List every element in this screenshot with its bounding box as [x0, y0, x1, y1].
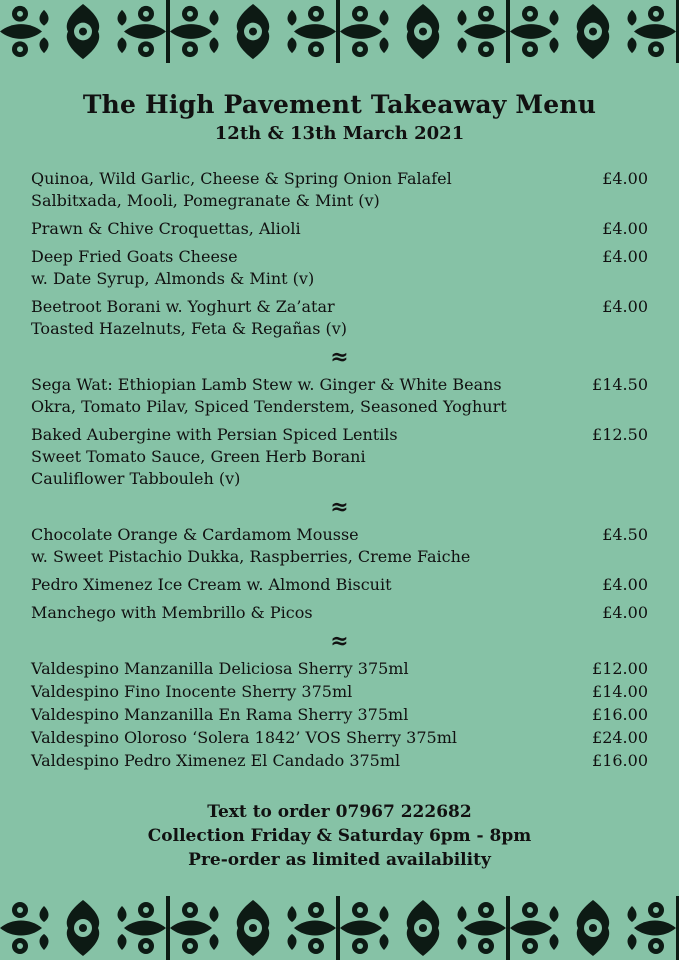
item-line: w. Sweet Pistachio Dukka, Raspberries, Creme Faiche — [31, 547, 471, 566]
menu-item — [31, 574, 648, 596]
tile-pattern — [510, 0, 676, 63]
collection-times: Collection Friday & Saturday 6pm - 8pm — [147, 826, 532, 846]
item-description — [31, 602, 313, 624]
tile-pattern — [340, 0, 506, 63]
menu-item — [31, 602, 648, 624]
menu-body — [31, 168, 648, 773]
item-line: Valdespino Manzanilla En Rama Sherry 375ml — [31, 705, 409, 724]
section-separator: ≈ — [330, 494, 349, 520]
top-pattern-border — [0, 0, 679, 63]
menu-item — [31, 246, 648, 290]
item-description — [31, 424, 398, 490]
order-phone: Text to order 07967 222682 — [207, 802, 472, 822]
item-price: £4.00 — [602, 575, 648, 594]
section-separator: ≈ — [330, 628, 349, 654]
item-line: Sega Wat: Ethiopian Lamb Stew w. Ginger & White Beans — [31, 375, 502, 394]
starters-section — [31, 168, 648, 340]
tile-pattern — [340, 896, 506, 960]
tile-pattern — [170, 0, 336, 63]
item-price: £4.50 — [602, 525, 648, 544]
item-line: Prawn & Chive Croquettas, Alioli — [31, 219, 301, 238]
item-price: £4.00 — [602, 219, 648, 238]
section-separator: ≈ — [330, 344, 349, 370]
item-line: Sweet Tomato Sauce, Green Herb Borani — [31, 447, 366, 466]
item-line: Valdespino Manzanilla Deliciosa Sherry 375ml — [31, 659, 409, 678]
menu-item — [31, 704, 648, 726]
menu-item — [31, 681, 648, 703]
item-price: £14.00 — [592, 682, 648, 701]
item-price: £12.50 — [592, 425, 648, 444]
item-line: Deep Fried Goats Cheese — [31, 247, 238, 266]
item-line: Beetroot Borani w. Yoghurt & Za’atar — [31, 297, 335, 316]
tile-pattern — [510, 896, 676, 960]
tile-pattern — [170, 896, 336, 960]
order-info — [0, 800, 679, 872]
menu-item — [31, 296, 648, 340]
preorder-note: Pre-order as limited availability — [188, 850, 491, 870]
item-description — [31, 524, 470, 568]
item-line: Toasted Hazelnuts, Feta & Regañas (v) — [31, 319, 348, 338]
item-line: Cauliflower Tabbouleh (v) — [31, 469, 241, 488]
bottom-pattern-border — [0, 896, 679, 960]
item-description — [31, 704, 408, 726]
mains-section — [31, 374, 648, 490]
desserts-section — [31, 524, 648, 624]
item-price: £12.00 — [592, 659, 648, 678]
sherries-section — [31, 658, 648, 772]
item-description — [31, 374, 507, 418]
item-description — [31, 574, 392, 596]
item-line: Valdespino Oloroso ‘Solera 1842’ VOS Sherry 375ml — [31, 728, 457, 747]
item-line: Chocolate Orange & Cardamom Mousse — [31, 525, 359, 544]
menu-item — [31, 750, 648, 772]
item-description — [31, 727, 457, 749]
tile-pattern — [0, 896, 166, 960]
item-line: Baked Aubergine with Persian Spiced Lentils — [31, 425, 398, 444]
item-price: £16.00 — [592, 705, 648, 724]
item-line: Valdespino Fino Inocente Sherry 375ml — [31, 682, 353, 701]
item-line: Pedro Ximenez Ice Cream w. Almond Biscuit — [31, 575, 392, 594]
menu-item — [31, 218, 648, 240]
item-price: £16.00 — [592, 751, 648, 770]
item-price: £24.00 — [592, 728, 648, 747]
item-line: w. Date Syrup, Almonds & Mint (v) — [31, 269, 315, 288]
item-line: Manchego with Membrillo & Picos — [31, 603, 313, 622]
menu-item — [31, 168, 648, 212]
item-description — [31, 750, 400, 772]
menu-item — [31, 658, 648, 680]
item-line: Salbitxada, Mooli, Pomegranate & Mint (v) — [31, 191, 380, 210]
item-price: £4.00 — [602, 169, 648, 188]
item-description — [31, 218, 301, 240]
item-price: £4.00 — [602, 603, 648, 622]
tile-pattern — [0, 0, 166, 63]
item-price: £4.00 — [602, 247, 648, 266]
item-description — [31, 296, 347, 340]
item-price: £4.00 — [602, 297, 648, 316]
menu-title: The High Pavement Takeaway Menu — [82, 90, 597, 119]
menu-item — [31, 424, 648, 490]
item-description — [31, 658, 409, 680]
item-line: Quinoa, Wild Garlic, Cheese & Spring Onion Falafel — [31, 169, 452, 188]
item-description — [31, 168, 452, 212]
menu-item — [31, 524, 648, 568]
item-description — [31, 681, 352, 703]
menu-date: 12th & 13th March 2021 — [214, 123, 465, 144]
item-line: Valdespino Pedro Ximenez El Candado 375ml — [31, 751, 401, 770]
item-description — [31, 246, 314, 290]
item-line: Okra, Tomato Pilav, Spiced Tenderstem, Seasoned Yoghurt — [31, 397, 507, 416]
menu-item — [31, 727, 648, 749]
item-price: £14.50 — [592, 375, 648, 394]
menu-item — [31, 374, 648, 418]
menu-header — [0, 90, 679, 144]
